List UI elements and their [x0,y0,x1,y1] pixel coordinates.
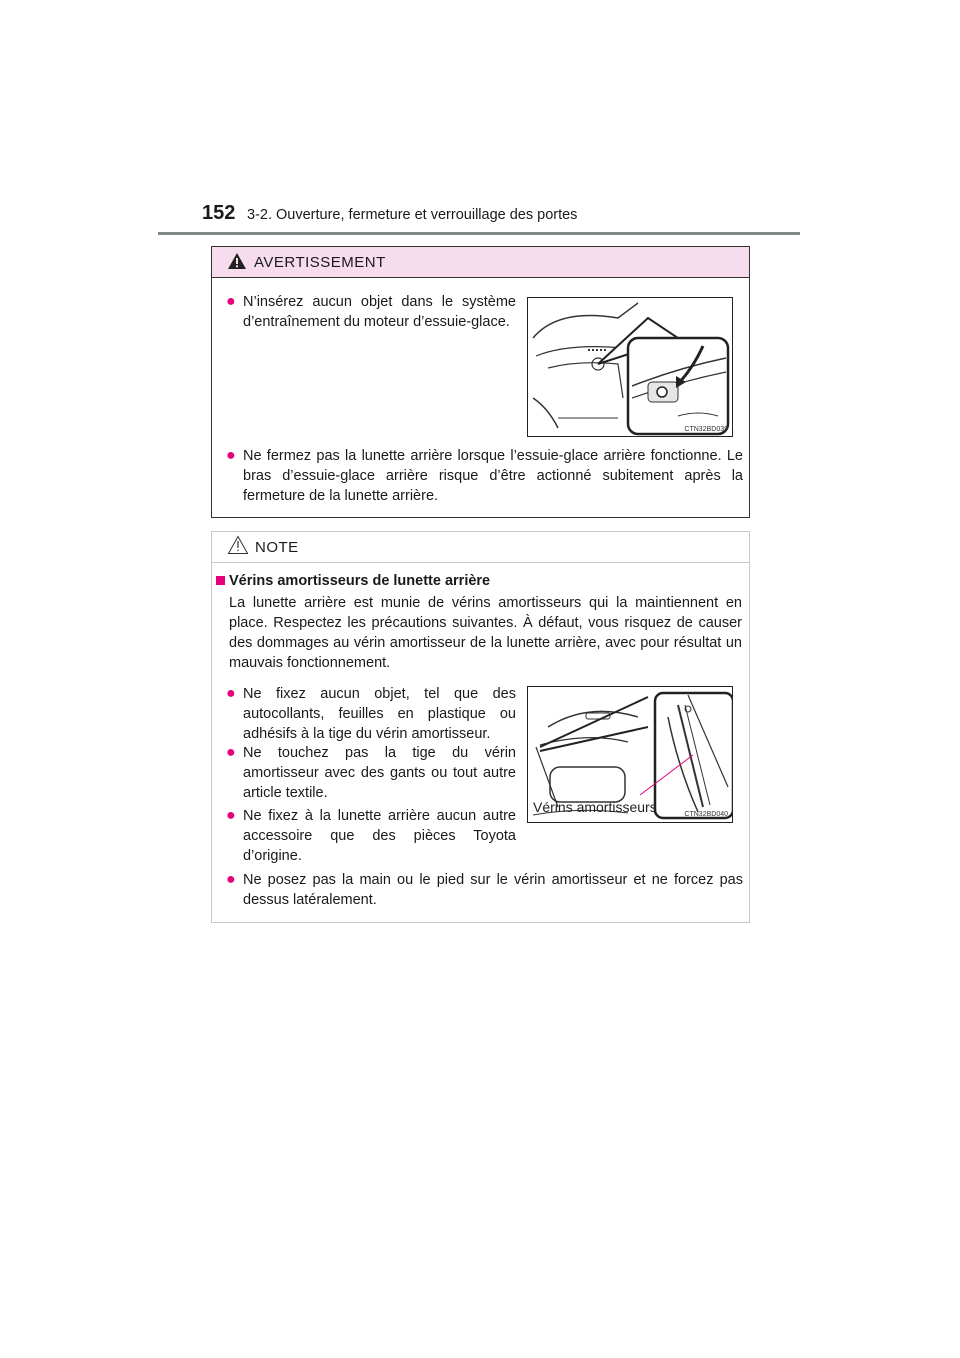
bullet-icon: ● [226,871,236,888]
bullet-icon: ● [226,447,236,464]
damper-figure [527,686,733,823]
note-item-2: Ne touchez pas la tige du vérin amortisseur avec des gants ou tout autre article textile. [243,745,516,801]
bullet-icon: ● [226,685,236,702]
warning-triangle-icon [227,252,247,270]
bullet-icon: ● [226,293,236,310]
warning-item-1: N’insérez aucun objet dans le système d’entraînement du moteur d’essuie-glace. [243,294,516,330]
figure-code: CTN32BD040 [684,811,728,818]
note-subheading: Vérins amortisseurs de lunette arrière [229,573,491,589]
note-paragraph: La lunette arrière est munie de vérins amortisseurs qui la maintiennent en place. Respectez les précautions suivantes. À défaut, vous risquez de causer des dommages au vérin amortisseur de la lunette arrière, avec pour résultat un mauvais fonctionnement. [229,595,742,671]
section-title: 3-2. Ouverture, fermeture et verrouillage des portes [247,207,578,223]
note-item-3: Ne fixez à la lunette arrière aucun autre accessoire que des pièces Toyota d’origine. [243,808,516,864]
wiper-motor-illustration [528,298,733,437]
header-rule [158,232,800,235]
figure-callout-label: Vérins amortisseurs [533,799,657,815]
square-bullet-icon [216,576,225,585]
wiper-motor-figure [527,297,733,437]
warning-header [212,247,749,278]
bullet-icon: ● [226,744,236,761]
page-number: 152 [202,202,236,224]
note-title: NOTE [255,539,299,556]
note-header [212,532,749,563]
note-item-1: Ne fixez aucun objet, tel que des autocollants, feuilles en plastique ou adhésifs à la tige du vérin amortisseur. [243,686,516,742]
note-item-4: Ne posez pas la main ou le pied sur le vérin amortisseur et ne forcez pas dessus latéralement. [243,872,743,908]
warning-title: AVERTISSEMENT [254,254,386,271]
bullet-icon: ● [226,807,236,824]
caution-triangle-icon [227,535,249,555]
warning-item-2: Ne fermez pas la lunette arrière lorsque l’essuie-glace arrière fonctionne. Le bras d’essuie-glace arrière risque d’être actionné subitement après la fermeture de la lunette arrière. [243,448,743,504]
figure-code: CTN32BD039 [684,426,728,433]
